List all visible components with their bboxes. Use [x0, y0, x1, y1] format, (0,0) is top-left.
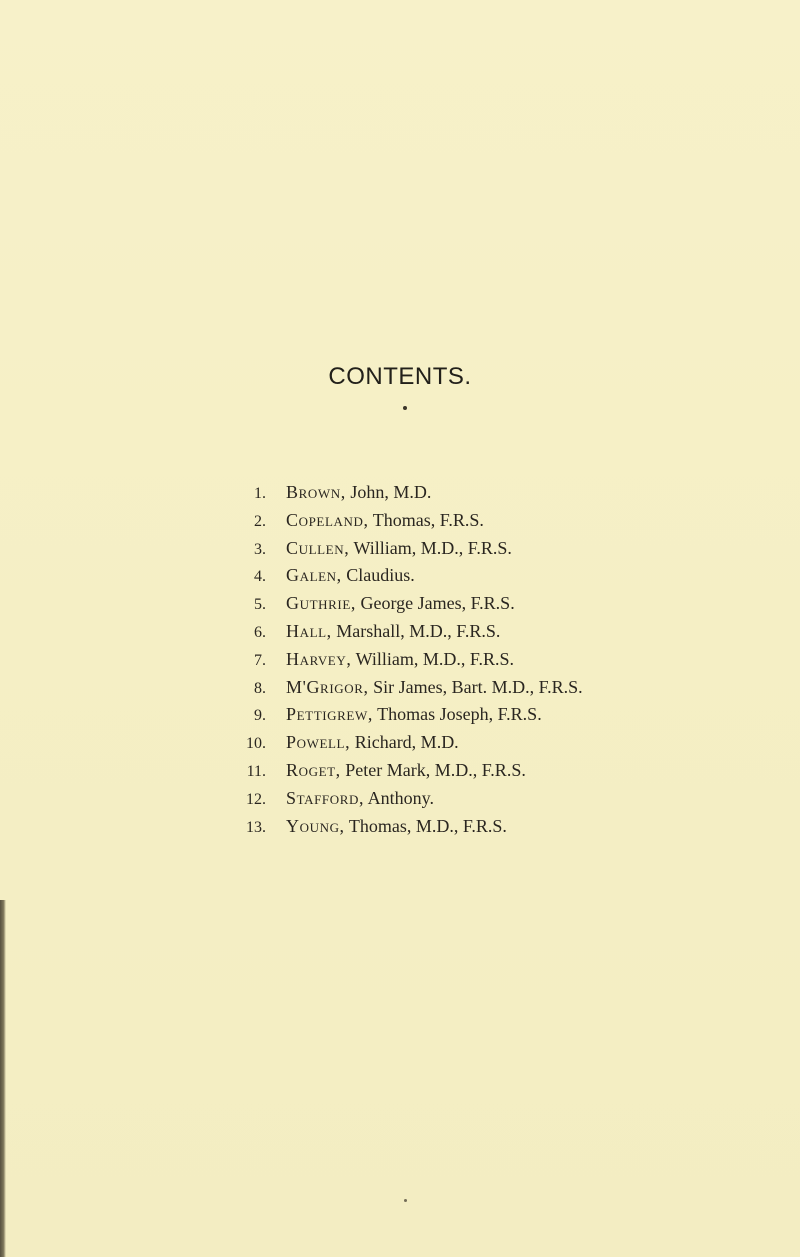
entry-details: William, M.D., F.R.S.: [349, 537, 512, 558]
entry-number: 8.: [254, 679, 266, 697]
entry-details: George James, F.R.S.: [355, 593, 515, 614]
entry-number: 5.: [254, 596, 266, 614]
list-item: [230, 729, 583, 757]
list-item: [230, 618, 583, 646]
entry-details: Sir James, Bart. M.D., F.R.S.: [368, 676, 583, 697]
entry-surname: Galen,: [286, 565, 342, 586]
list-item: [230, 507, 583, 535]
entry-details: Thomas Joseph, F.R.S.: [372, 704, 542, 725]
entry-surname: Harvey,: [286, 648, 352, 669]
list-item: [230, 535, 583, 563]
entry-number: 13.: [246, 818, 266, 836]
ink-speck: [404, 1199, 407, 1202]
entry-surname: Powell,: [286, 732, 351, 753]
entry-number: 6.: [254, 623, 266, 641]
entry-surname: Hall,: [286, 620, 332, 641]
entry-number: 4.: [254, 568, 266, 586]
entry-number: 1.: [254, 485, 266, 502]
entry-surname: Stafford,: [286, 787, 365, 808]
entry-number: 12.: [246, 790, 266, 808]
entry-number: 2.: [254, 512, 266, 530]
entry-number: 10.: [246, 735, 266, 753]
entry-surname: Guthrie,: [286, 593, 356, 614]
entry-details: William, M.D., F.R.S.: [351, 648, 514, 669]
ink-speck: [403, 406, 407, 410]
entry-surname: Pettigrew,: [286, 704, 373, 725]
entry-number: 11.: [246, 762, 266, 780]
entry-details: Peter Mark, M.D., F.R.S.: [340, 759, 526, 780]
entry-surname: Roget,: [286, 759, 341, 780]
entry-number: 9.: [254, 707, 266, 725]
entry-details: Anthony.: [364, 787, 434, 808]
page-title: CONTENTS.: [328, 363, 472, 390]
list-item: [230, 785, 583, 813]
binding-edge: [0, 900, 6, 1257]
entry-surname: Young,: [286, 815, 345, 836]
list-item: [230, 674, 583, 702]
list-item: [230, 479, 583, 507]
list-item: [230, 646, 583, 674]
entry-details: Claudius.: [341, 565, 415, 586]
entry-details: Marshall, M.D., F.R.S.: [331, 620, 501, 641]
entry-details: Thomas, M.D., F.R.S.: [344, 815, 507, 836]
list-item: [230, 813, 583, 841]
entry-number: 7.: [254, 651, 266, 669]
entry-details: Richard, M.D.: [350, 732, 459, 753]
entry-surname: M'Grigor,: [286, 676, 369, 697]
contents-list: [230, 479, 583, 840]
list-item: [230, 562, 583, 590]
entry-surname: Brown,: [286, 482, 346, 502]
entry-details: John, M.D.: [345, 482, 432, 502]
entry-number: 3.: [254, 540, 266, 558]
entry-details: Thomas, F.R.S.: [368, 509, 484, 530]
list-item: [230, 757, 583, 785]
entry-surname: Cullen,: [286, 537, 350, 558]
list-item: [230, 701, 583, 729]
list-item: [230, 590, 583, 618]
entry-surname: Copeland,: [286, 509, 369, 530]
